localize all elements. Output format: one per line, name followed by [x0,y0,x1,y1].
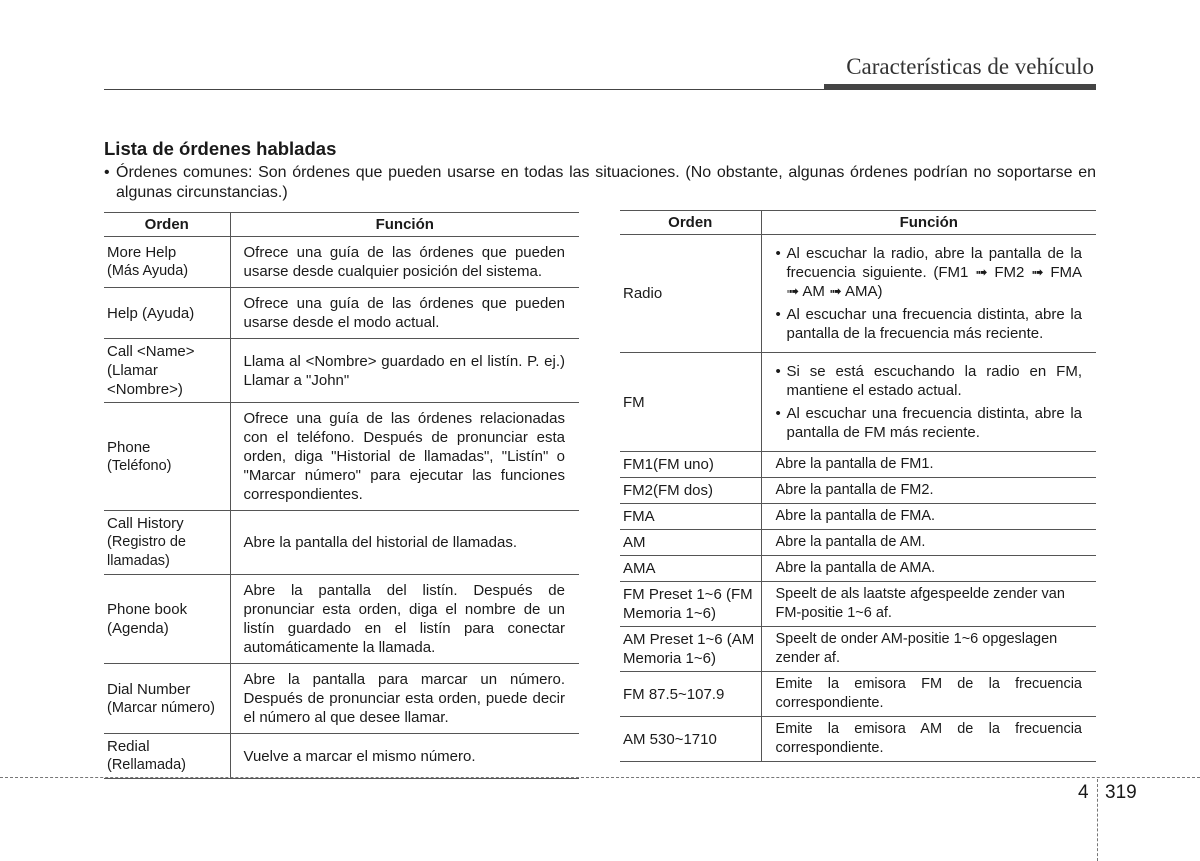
table-row [104,664,579,734]
order-translation: (Agenda) [107,620,169,637]
order-translation: (Rellamada) [107,757,186,773]
table-row [620,478,1096,504]
table-header-row [620,211,1096,235]
function-cell: Abre la pantalla para marcar un número. Después de pronunciar esta orden, puede decir el número al que desee llamar. [230,664,579,734]
order-cell [104,575,230,664]
function-cell: Emite la emisora AM de la frecuencia correspondiente. [761,717,1096,762]
order-cell: FM1(FM uno) [620,452,761,478]
order-label: Redial [107,738,150,755]
bullet-icon: • [104,164,110,181]
table-row [620,556,1096,582]
section-heading: Lista de órdenes habladas [104,138,337,159]
bullet-icon: • [775,245,781,262]
table-row [620,717,1096,762]
order-cell [104,288,230,339]
table-row [104,237,579,288]
function-cell: Ofrece una guía de las órdenes que pueden usarse desde el modo actual. [230,288,579,339]
order-label: More Help [107,244,177,261]
table-row [104,403,579,511]
order-cell: FM2(FM dos) [620,478,761,504]
function-cell: Abre la pantalla de AM. [761,530,1096,556]
function-cell [761,235,1096,353]
order-cell: AMA [620,556,761,582]
order-label: Dial Number [107,680,191,698]
commands-table-left [104,212,579,779]
order-translation: (Llamar <Nombre>) [107,362,183,398]
function-cell: Abre la pantalla de FM2. [761,478,1096,504]
function-bullet-item [776,362,1083,400]
function-bullet-item [776,305,1083,343]
function-text: Al escuchar la radio, abre la pantalla de la frecuencia siguiente. (FM1 ➟ FM2 ➟ FMA ➟ AM ➟ AMA) [786,245,1082,300]
order-cell [104,339,230,403]
order-cell [104,664,230,734]
order-label: Call History [107,515,184,532]
chapter-number: 4 [1078,782,1089,803]
function-cell: Ofrece una guía de las órdenes que pueden usarse desde cualquier posición del sistema. [230,237,579,288]
column-header-order: Orden [620,211,761,235]
order-label: Phone book [107,601,188,618]
order-cell: FM Preset 1~6 (FM Memoria 1~6) [620,582,761,627]
order-cell [104,237,230,288]
function-text: Si se está escuchando la radio en FM, mantiene el estado actual. [786,363,1082,399]
function-cell: Abre la pantalla de FMA. [761,504,1096,530]
function-cell: Vuelve a marcar el mismo número. [230,734,579,779]
intro-text: Órdenes comunes: Son órdenes que pueden usarse en todas las situaciones. (No obstante, algunas órdenes podrían no soportarse en algunas circunstancias.) [116,164,1096,201]
function-cell: Abre la pantalla de AMA. [761,556,1096,582]
commands-table-right [620,210,1096,762]
table-row [104,511,579,575]
order-cell [104,403,230,511]
function-cell [761,353,1096,452]
order-cell: FMA [620,504,761,530]
function-cell: Speelt de onder AM-positie 1~6 opgeslagen zender af. [761,627,1096,672]
order-cell: AM [620,530,761,556]
function-bullet-item [776,404,1083,442]
order-cell [104,734,230,779]
order-translation: (Más Ayuda) [107,263,189,279]
table-row [620,235,1096,353]
function-text: Al escuchar una frecuencia distinta, abre la pantalla de la frecuencia más reciente. [786,306,1082,342]
table-row [620,353,1096,452]
table-row [620,582,1096,627]
table-row [104,339,579,403]
column-header-function: Función [230,213,579,237]
function-cell: Emite la emisora FM de la frecuencia correspondiente. [761,672,1096,717]
function-cell: Speelt de als laatste afgespeelde zender van FM-positie 1~6 af. [761,582,1096,627]
order-translation: (Marcar número) [107,699,215,716]
function-cell: Abre la pantalla del historial de llamadas. [230,511,579,575]
order-translation: (Registro de llamadas) [107,534,186,569]
order-label: Help (Ayuda) [107,304,195,322]
column-header-order: Orden [104,213,230,237]
function-cell: Abre la pantalla de FM1. [761,452,1096,478]
function-bullet-item [776,244,1083,301]
header-rule-accent [824,84,1096,90]
intro-paragraph [104,163,1096,203]
order-translation: (Teléfono) [107,457,172,474]
column-header-function: Función [761,211,1096,235]
order-label: Phone [107,438,151,456]
bullet-icon: • [775,405,781,422]
table-row [104,288,579,339]
footer-divider-vertical [1097,779,1098,861]
table-row [620,672,1096,717]
table-row [620,504,1096,530]
table-row [620,627,1096,672]
table-row [104,734,579,779]
order-cell: FM 87.5~107.9 [620,672,761,717]
table-row [620,530,1096,556]
page-header-title: Características de vehículo [846,54,1094,79]
order-cell: FM [620,353,761,452]
bullet-icon: • [775,306,781,323]
order-cell: Radio [620,235,761,353]
function-cell: Llama al <Nombre> guardado en el listín. P. ej.) Llamar a "John" [230,339,579,403]
order-label: Call <Name> [107,343,195,360]
order-cell: AM 530~1710 [620,717,761,762]
page-number: 319 [1105,782,1137,803]
bullet-icon: • [775,363,781,380]
function-cell: Ofrece una guía de las órdenes relacionadas con el teléfono. Después de pronunciar esta orden, diga "Historial de llamadas", "Listín" o "Marcar número" para ejecutar las funciones correspondientes. [230,403,579,511]
table-header-row [104,213,579,237]
function-cell: Abre la pantalla del listín. Después de pronunciar esta orden, diga el nombre de un listín guardado en el listín para conectar automáticamente la llamada. [230,575,579,664]
function-text: Al escuchar una frecuencia distinta, abre la pantalla de FM más reciente. [786,405,1082,441]
table-row [620,452,1096,478]
table-row [104,575,579,664]
footer-divider [0,777,1200,778]
order-cell [104,511,230,575]
order-cell: AM Preset 1~6 (AM Memoria 1~6) [620,627,761,672]
